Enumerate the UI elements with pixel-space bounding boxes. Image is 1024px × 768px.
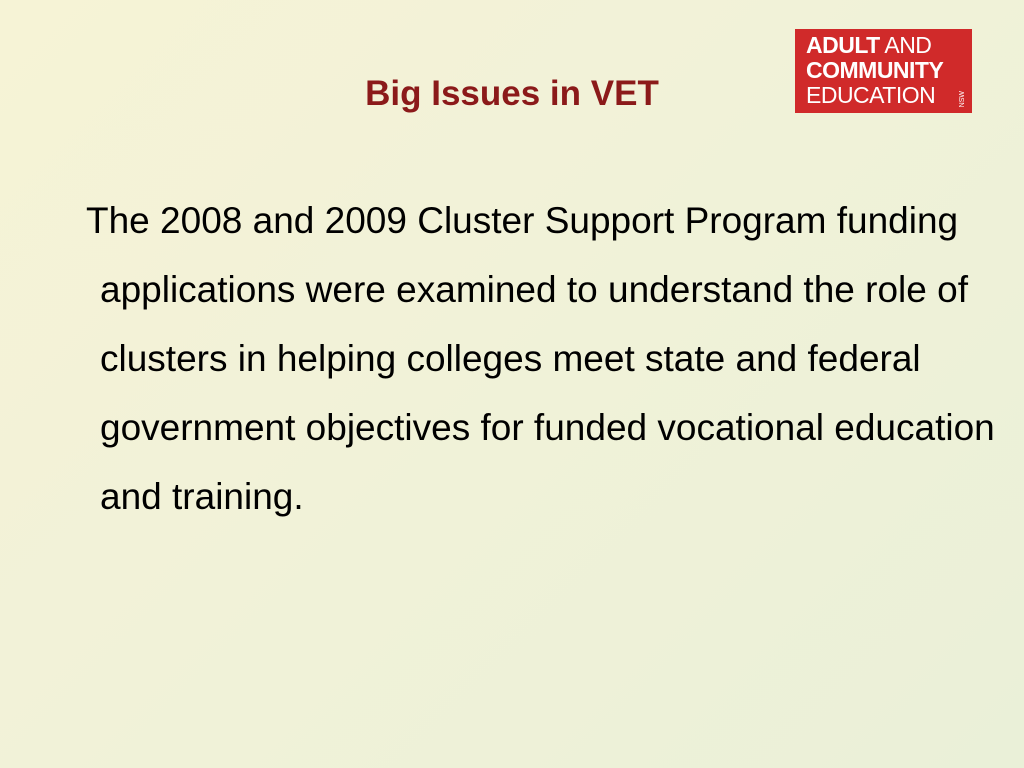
- logo-line-3: [806, 83, 972, 108]
- logo-tag-nsw: NSW: [959, 90, 966, 107]
- slide-title: Big Issues in VET: [365, 74, 659, 113]
- logo-word-and: AND: [879, 32, 932, 58]
- logo-word-adult: ADULT: [806, 32, 880, 58]
- logo-line-1: [806, 33, 972, 58]
- logo-word-community: COMMUNITY: [806, 57, 944, 83]
- slide-body-text: The 2008 and 2009 Cluster Support Program funding applications were examined to understand the role of clusters in helping colleges meet state and federal government objectives for funded vocational education and training.: [86, 200, 995, 517]
- logo-word-education: EDUCATION: [806, 82, 936, 108]
- adult-community-education-logo: [795, 29, 972, 113]
- logo-line-2: [806, 58, 972, 83]
